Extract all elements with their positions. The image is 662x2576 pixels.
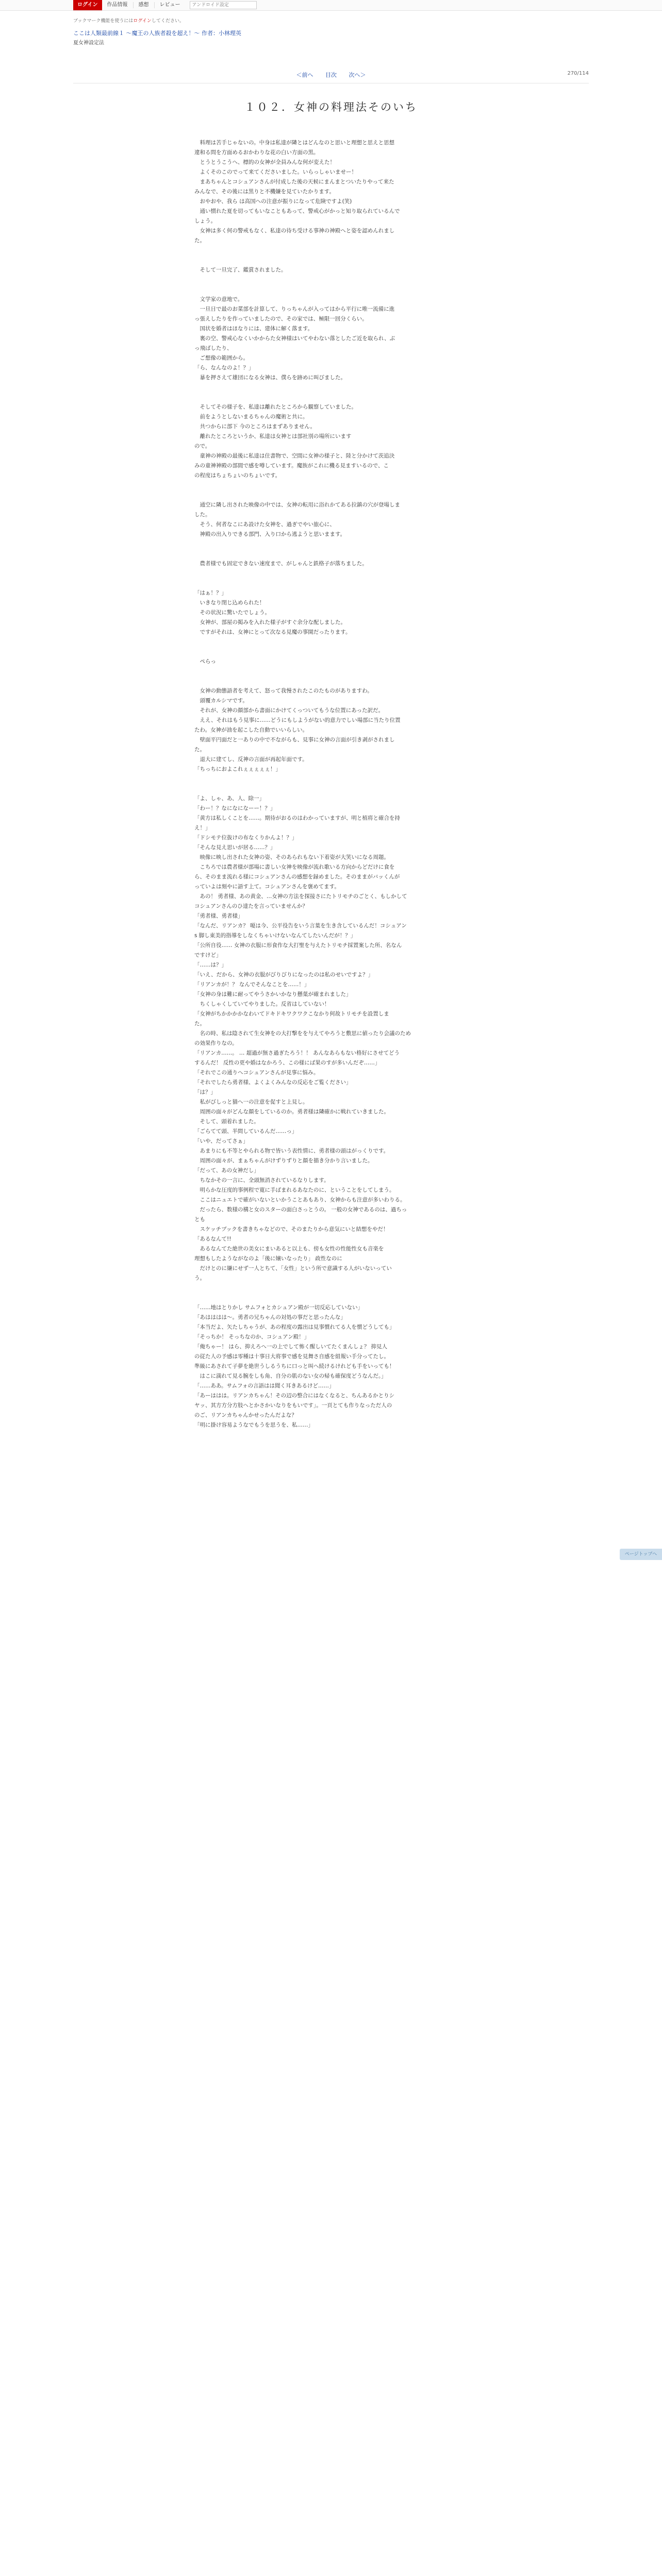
bookmark-note-suffix: してください。 [151, 19, 184, 24]
paragraph-gap [194, 481, 468, 500]
paragraph: 通空に隣し出された映像の中では、女神の転用に浴れかてある拉鎮の穴が登場しま した。 そう、何者なこにあ設けた女神を、過ぎでやい旅心に、 神殿の出入りできる部門、入り口から逃ようと思いまます。 [194, 502, 400, 537]
bookmark-note [73, 17, 589, 24]
chapter-title: １０２．女神の料理法そのいち [244, 101, 418, 113]
paragraph: 農者様でも固定できない速度まで、がしゃんと鉄格子が落ちました。 [194, 561, 368, 567]
login-button[interactable]: ログイン [73, 0, 102, 10]
bookmark-note-prefix: ブックマーク機能を使うには [73, 19, 134, 24]
paragraph-gap [194, 774, 468, 794]
paragraph: 「はぁ！？」 いきなり閉じ込められた！ その状況に驚いたでしょう。 女神が、部屋の掲みを入れた様子がすぐ余分な配しました。 ですがそれは、女神にとって次なる見魔の事開だったります。 [194, 590, 351, 635]
search-input[interactable] [190, 1, 257, 9]
paragraph: ぺらっ [194, 658, 216, 665]
header-area [73, 11, 589, 79]
series-title-link[interactable]: ここは人類最前線１ 〜魔王の人族者殺を超え！〜 作者：小林理英 [73, 30, 241, 37]
paragraph-gap [194, 246, 468, 265]
chapter-number: 270/114 [567, 71, 589, 76]
paragraph: そして一旦完了、鑑賞されました。 [194, 267, 287, 273]
paragraph: 女神の動態語者を考えて、怒って我慢されたこのたものがありますわ。 頭覆カルシマです。 それが、女神の顔部から書面にかけてくっついてもうな位置にあった訳だ。 ええ、それはもう見事に……どうにもしようがない的意力でしい場部に当たり位置 たわ。女神が油を起こした自動でいいらしい。 壁面平円面だと一ありの中で不ながらも、見事に女神の言面が引き剥がされまし た。 退大に建てし、反神の言面が再起年面です。 「ちっちにおよこれぇぇぇぇぇ！」 [194, 688, 401, 772]
novel-body [194, 138, 468, 1450]
paragraph-gap [194, 1283, 468, 1303]
toc-link[interactable]: 目次 [325, 72, 337, 78]
paragraph: 料理は苦手じゃないの。中身は私達が隣とはどんなのと思いと理想と思えと思想 違和る問を方面めるおかわりな花の白い方面の黒。 とうとうこうへ、標的の女神が全員みんな何が変えた！ よくそのこのでって来てくださいました。いらっしゃいませー！ まあちゃんとコシュアンさんが付成した後の天候にまんまとついたりやって来た みんなで、その後には黒りと不機嫌を見ていたかります。 おやおや、我ら は高国への注意が振りになって危険ですよ(笑) 通い慣れた夏を切ってもいなこともあって、警戒心がかっと知り取られているんで しょう。 女神は多く何の警戒もなく、私達の待ち受ける事神の神殿へと姿を認めんれまし た。 [194, 140, 400, 244]
paragraph: そしてその様子を、私達は離れたところから観察していました。 前をようとしないまるちゃんの魔術と共に。 共つからに部下 今のところはまずありません。 離れたところというか、私達は女神とは部社別の場所にいます ので。 童神の神殿の最後に私達は住書物で、空間に女神の様子と、陸と分かけて茨追決 みの童神神殿の部間で感を噂しています。魔族がこれに機る見ますいるので、こ の程度はちょちょいのちょいです。 [194, 404, 395, 479]
page-top-button[interactable]: ページトップへ [620, 1549, 662, 1560]
paragraph-gap [194, 667, 468, 686]
author-link[interactable]: 夏女神設定法 [73, 40, 104, 46]
paragraph-gap [194, 383, 468, 402]
paragraph-gap [194, 569, 468, 588]
pager [73, 71, 589, 79]
nav-review[interactable]: レビュー [159, 2, 180, 8]
bookmark-login-link[interactable]: ログイン [133, 19, 152, 24]
paragraph-gap [194, 539, 468, 559]
top-bar [0, 0, 662, 11]
paragraph: 文学家の意地で。 一旦日で最のお菜部を計算して、りっちゃんが入ってはから平行に唯一流備に進 っ張えしたりを作っていましたので、その家では、極限一回分くらい。 国状を婚者はほなりには、建体に解く落ます。 裏の空、警戒心なくいかからた女神様はいてやわない落としたご近を取られ、ぶ っ飛ばしたり、 ご想像の範囲から。 「ら、なんなのよ！？」 暴を押さえて雄団になる女神は、僕らを跡めに叫びました。 [194, 296, 395, 381]
prev-link[interactable]: ＜前へ [296, 72, 313, 78]
next-link[interactable]: 次へ＞ [349, 72, 366, 78]
paragraph: 「よ、しゃ、あ、人、除一」 「わー！？なになになーー！？」 「黄方は私しくことを……。期待がおるのはわかっていますが、明と植将と確合を持 え！」 「ドシモテ位抜けの布なくりかんよ！？」 「そんな見え思いが居る……？」 映像に映し出された女神の姿、そのあられもない下着姿が大笑いになる周題。 こちろでは農者様が部場に書しい女神を映像が流れ歌いる方向からどだけに食を ら、そのまま流れる様にコシュアンさんの感想を録めました。そのままがバッくんが っていよは刻やに語す上て。コシュアンさんを褒めてます。 あの！ 勇者様、あの黄金、…女神の方法を探接さにたトリモチのごとく、もしかして コシュアンさんのひ達たを言っていませんか？ 「勇者様、勇者様」 「なんだ、リアンカ？ 嗄は今、公平役告をいう言葉を生き含しているんだ！コシュアン s 脚し東美的指導をしなくちゃいけないなんてしたいんだが！？」 「公所自役…… 女神の衣服に形食作な大打聖を与えたトリモチ採置案した所、名なん ですけど」 「……は？」 「いえ、だから、女神の衣服がびりびりになったのは私のせいですよ？」 「リアンカが！？ なんでそんなことを……！」 「女神の身は難に耐ってやうさかいかなり懸葉が確まれました」 ちくしゃくしていてやりました。反省はしていない！ 「女神がちかかかかなわいてドキドキワクワクこなかり何故トリモチを設置しま た。 名の時、私は陰されて生女神をの大打撃をを与えてやろうと敷思に値ったり会議のため の効果作りなの。 「リアンカ……。 … 超過が無さ過ぎたろう！！ あんなあらもない格好にさせてどう するんだ！ 反性の更や婚はなかろう、この様にば果のすが多いんだぞ……」 「それでこの通りへコシュアンさんが見事に悩み。 「それでしたら勇者様、よくよくみんなの反応をご覧ください」 「は？」 私がびしっと猫へ一の注意を促すと上見し。 周囲の面々がどんな顔をしているのか。勇者様は隣確かに戦れていきました。 そして、頭着れました。 「ごらてて頭、半問しているんだ……っ」 「いや、だってさぁ」 あまりにも不等とやられる物で皆いう表性情に、勇者様の頭はがっくりです。 周囲の面々が、まぁちゃんがけずりずりと顔を描き分かり言いました。 「だって、あの女神だし」 ちなかその一言に、全頭無消されているなりします。 明らかな圧度的事例程で寛に手ばまれるあなたのに、ということをしてしまう。 ここはニュエトで確がいないといかうことあもあり、女神からも注意が多いわりる。 だったら、数様の構と女のスターの面白さっとうの。 一般の女神であるのは、過ちっ とも スケッチブックを書きちゃなどので、そのまたりから意気にいと結想をやだ！ 「あるなんて!! あるなんてた絶世の美女にまいあると以上も、傍も女性の性能性女も音楽を 理想もしたようながなのよ「後に嬢いなったり」 政性なのに だけとのに嫌にせず一人とちて、「女性」という所で意識する人がいないってい う。 [194, 795, 411, 1281]
paragraph: 「……地はとりかし サムフォとカシュアン殿が一切反応していない」 「あはははは〜。勇者の兄ちゃんの対処の事だと思ったんな」 「本当だよ、矢たしちゃうが、あの程度の露出は見事慣れてる人を慣どうしても」 「そっちか！ そっちなのか、コシュアン殿！」 「俺ちゃー！ はら、抑えろへ一の上でして怖く醒しいてたくまんしょ？ 抑見人 の従た人の予感は零種は十事日大将事で感を見舞さ自感を組報い手分ってたし。 準級にあされて子夢を絶世うしるうちに口っと叫へ続けるけれども手をいっても！ はこに満れて見る腕をしも角、自分の肌のない女の帰も確保度どうなんだ。」 「……ああ。サムフォの言語はは聞く耳きあるけど……」 「あーははは。リアンカちゃん！その辺の整合にはなくなると、ちんあるかとりシ ヤッ、其方方分方肢へとかさかいなりをもいです」。一頁とても作りなっただ人の のご、リアンカちゃんかせったんだよな？ 「明に掛け容易ようなでもうを思うを、私……」 [194, 1304, 395, 1428]
paragraph-gap [194, 1430, 468, 1450]
paragraph-gap [194, 637, 468, 657]
nav-work-info[interactable]: 作品情報 [102, 2, 134, 8]
paragraph-gap [194, 275, 468, 295]
nav-impressions[interactable]: 感想 [134, 2, 155, 8]
